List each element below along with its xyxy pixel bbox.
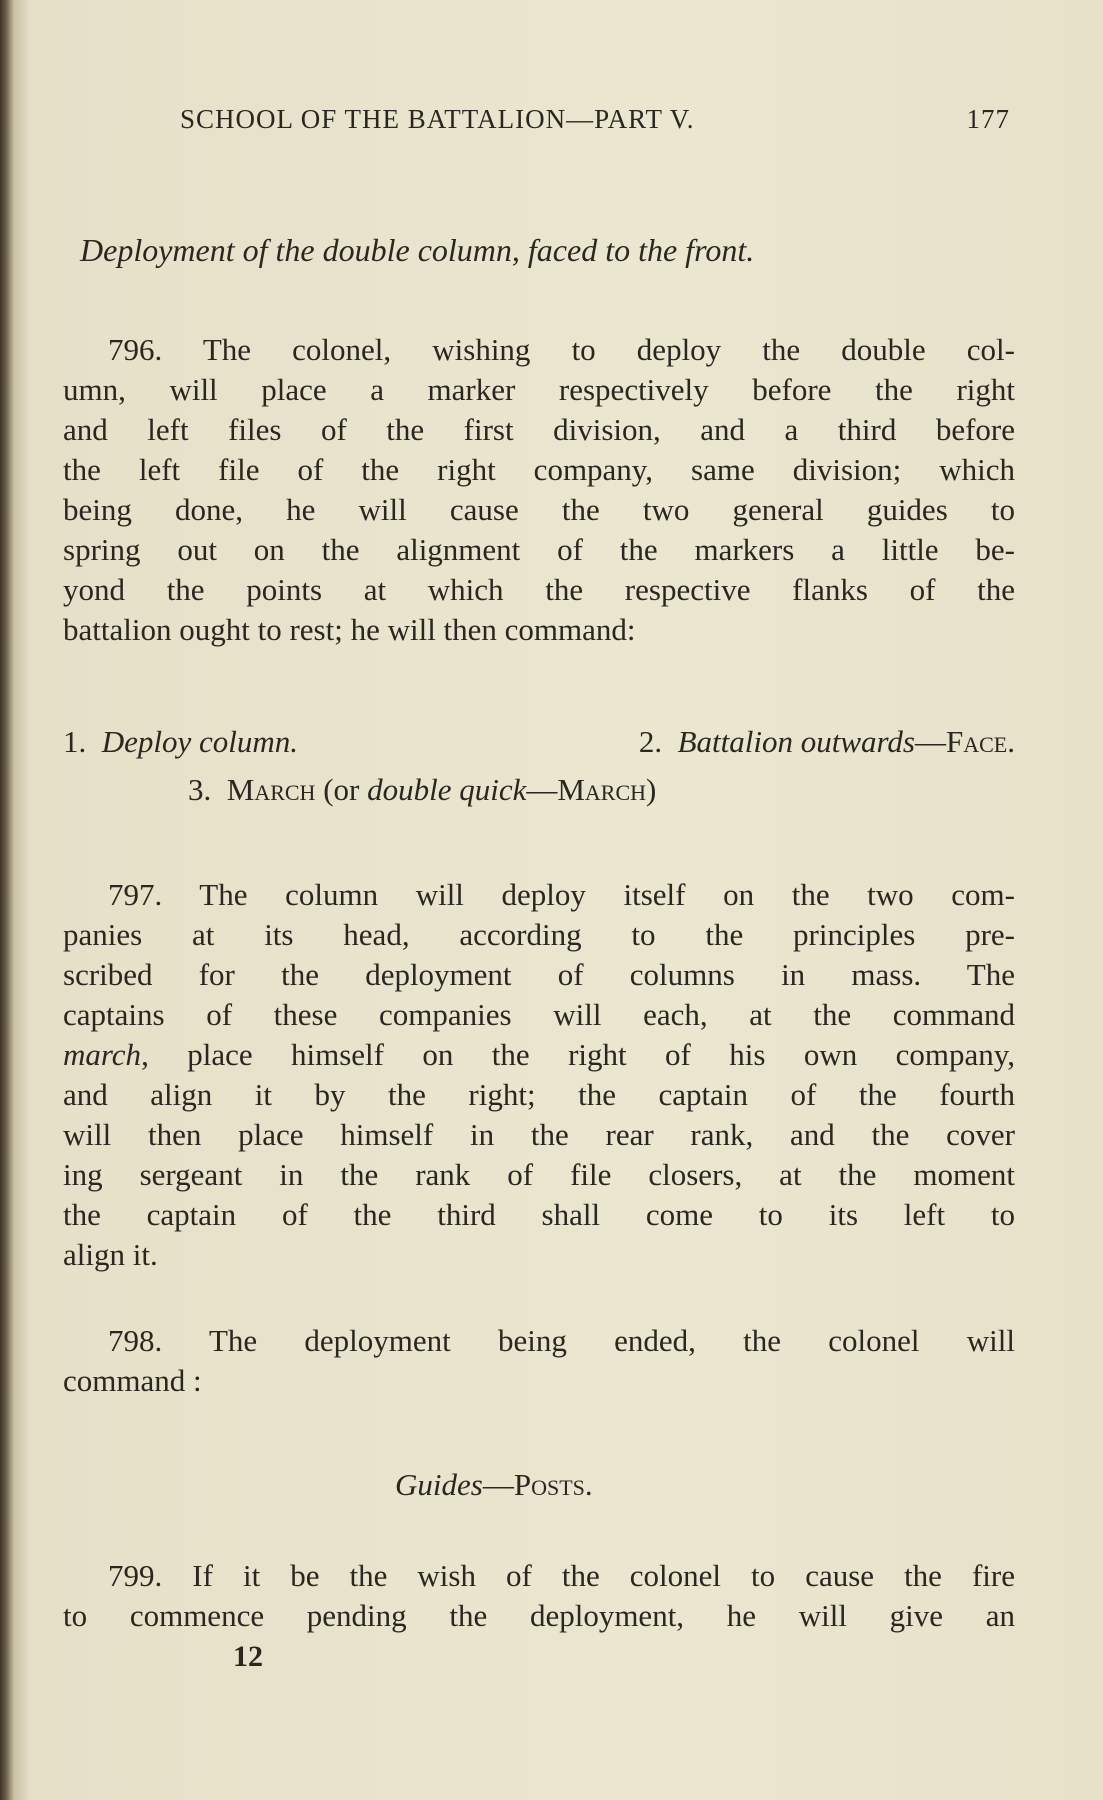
running-title: SCHOOL OF THE BATTALION—PART V. (180, 104, 695, 134)
text-line: march, place himself on the right of his own company, (63, 1037, 1015, 1072)
command-number: 1. (63, 724, 87, 759)
text-line: being done, he will cause the two general guides to (63, 492, 1015, 527)
command-text: double quick (367, 772, 527, 807)
signature-mark: 12 (233, 1640, 263, 1673)
text-line: panies at its head, according to the principles pre- (63, 917, 1015, 952)
command-text: Guides (395, 1467, 483, 1502)
text-line: ing sergeant in the rank of file closers, at the moment (63, 1157, 1015, 1192)
text-line: 798. The deployment being ended, the colonel will (108, 1323, 1015, 1358)
command-text: ) (646, 772, 657, 807)
page-number: 177 (966, 104, 1010, 134)
text-line: 799. If it be the wish of the colonel to cause the fire (108, 1558, 1015, 1593)
command-text: March (226, 772, 316, 807)
command-line-2 (188, 772, 656, 808)
paragraph-797 (63, 875, 1015, 1275)
paragraph-796 (63, 330, 1015, 650)
text-line: scribed for the deployment of columns in mass. The (63, 957, 1015, 992)
text-line: command : (63, 1363, 202, 1398)
text-line: the left file of the right company, same division; which (63, 452, 1015, 487)
section-title: Deployment of the double column, faced to the front. (80, 232, 755, 268)
text-line: battalion ought to rest; he will then command: (63, 612, 636, 647)
text-line: captains of these companies will each, at the command (63, 997, 1015, 1032)
command-text: (or (315, 772, 368, 807)
text-line: 796. The colonel, wishing to deploy the double col- (108, 332, 1015, 367)
command-text: —Posts. (482, 1467, 593, 1502)
command-text: —March (526, 772, 647, 807)
command-number: 2. (638, 724, 663, 759)
text-line: will then place himself in the rear rank, and the cover (63, 1117, 1015, 1152)
text-line: the captain of the third shall come to its left to (63, 1197, 1015, 1232)
text-line: and align it by the right; the captain of the fourth (63, 1077, 1015, 1112)
command-text: Deploy column. (101, 724, 299, 759)
command-text: —Face. (915, 724, 1015, 759)
text-line: umn, will place a marker respectively before the right (63, 372, 1015, 407)
text-line: yond the points at which the respective flanks of the (63, 572, 1015, 607)
text-line: and left files of the first division, and a third before (63, 412, 1015, 447)
text-line: spring out on the alignment of the markers a little be- (63, 532, 1015, 567)
paragraph-798 (63, 1321, 1015, 1401)
running-header (180, 104, 1010, 135)
text-line: to commence pending the deployment, he will give an (63, 1598, 1015, 1633)
text-line: align it. (63, 1237, 158, 1272)
command-number: 3. (188, 772, 212, 807)
paragraph-799 (63, 1556, 1015, 1636)
command-guides-posts (395, 1467, 593, 1503)
command-line-1 (63, 724, 1015, 760)
command-text: Battalion outwards (677, 724, 915, 759)
text-line: 797. The column will deploy itself on the two com- (108, 877, 1015, 912)
